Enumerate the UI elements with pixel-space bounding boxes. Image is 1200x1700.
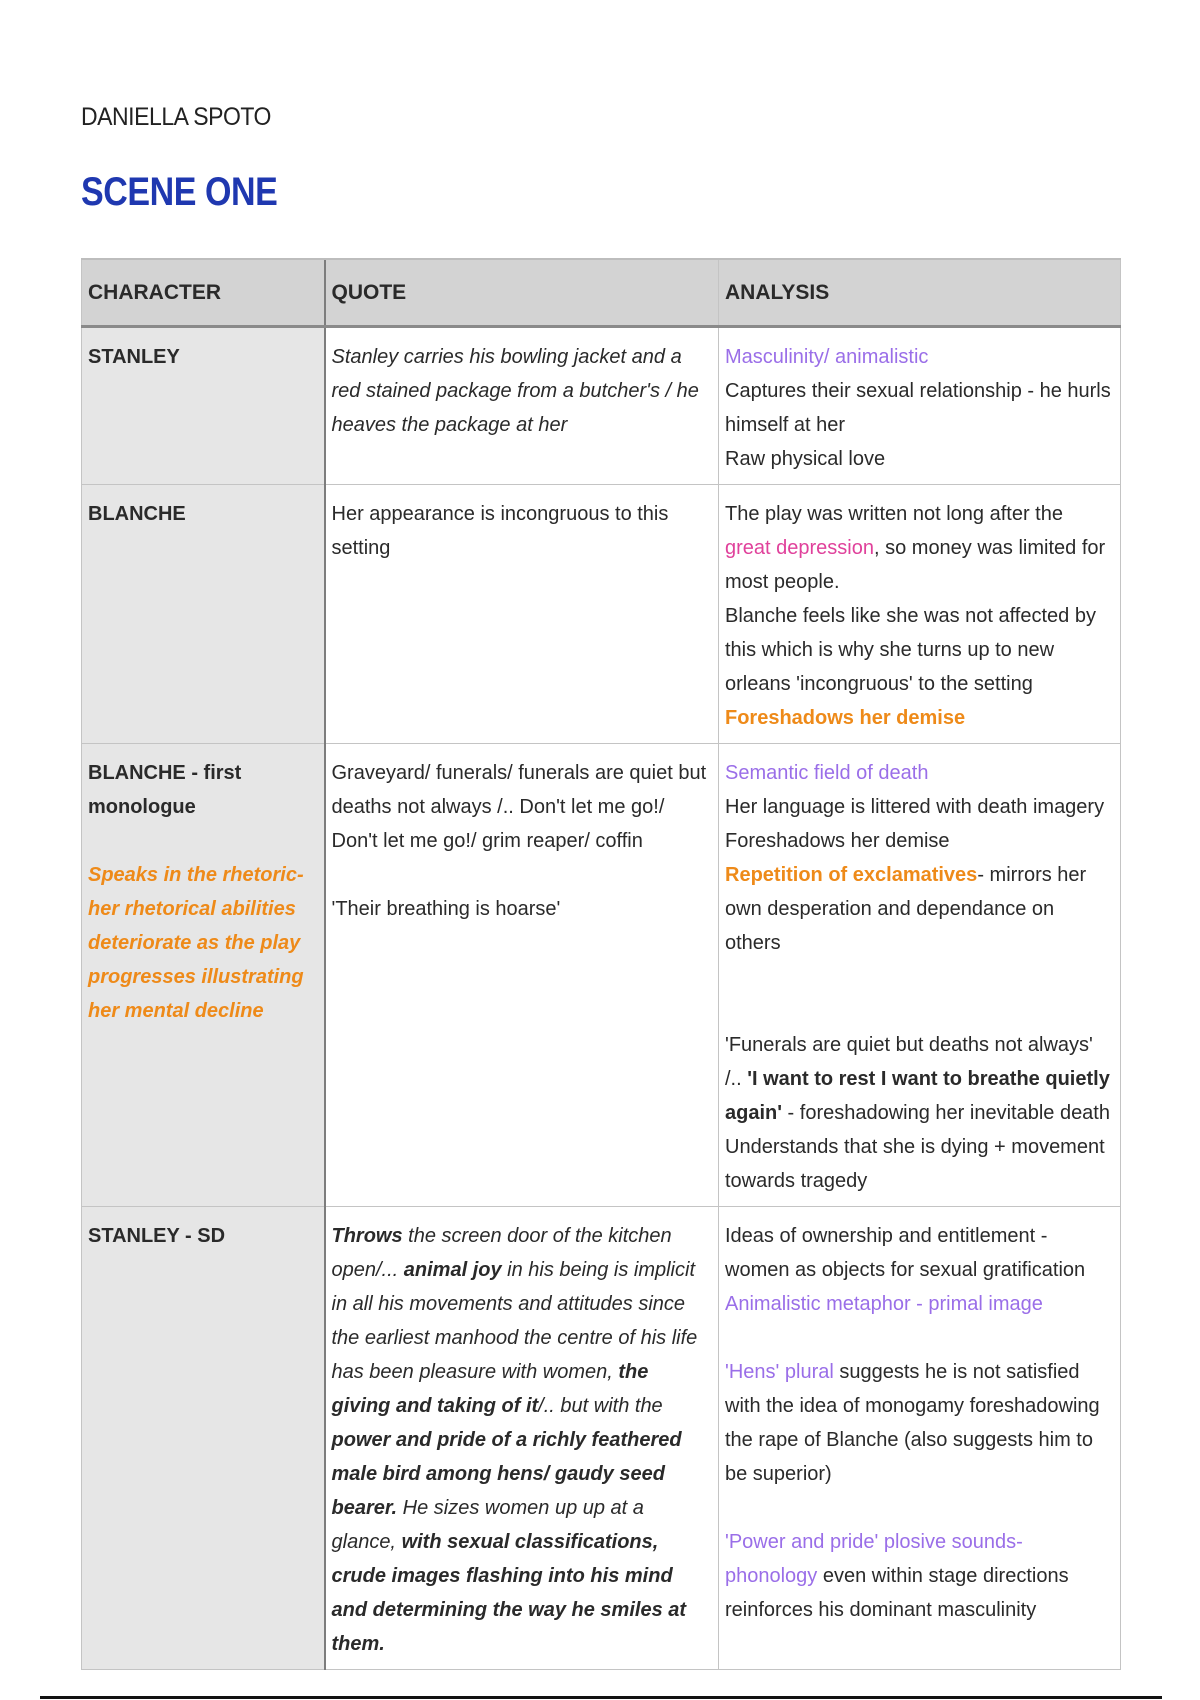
analysis-text: Captures their sexual relationship - he hurls himself at her — [725, 380, 1111, 436]
table-row — [82, 327, 1121, 485]
analysis-text — [725, 1355, 1114, 1491]
analysis-theme: Semantic field of death — [725, 762, 929, 784]
character-note: Speaks in the rhetoric- her rhetorical abilities deteriorate as the play progresses illustrating her mental decline — [88, 864, 304, 1022]
spacer — [88, 824, 318, 858]
header-character: CHARACTER — [82, 259, 325, 327]
character-cell: STANLEY - SD — [82, 1207, 325, 1670]
analysis-table — [81, 258, 1121, 1670]
quote-cell: Stanley carries his bowling jacket and a red stained package from a butcher's / he heaves the package at her — [325, 327, 719, 485]
quote-text: 'Their breathing is hoarse' — [331, 898, 561, 920]
character-cell — [82, 744, 325, 1207]
analysis-text-part: , so money was limited for most people. — [725, 537, 1106, 593]
analysis-theme: Animalistic metaphor - primal image — [725, 1293, 1043, 1315]
analysis-highlight: 'Hens' plural — [725, 1361, 834, 1383]
analysis-highlight: great depression — [725, 537, 874, 559]
author-name: DANIELLA SPOTO — [81, 103, 271, 131]
table-row — [82, 1207, 1121, 1670]
table-row — [82, 744, 1121, 1207]
quote-cell — [325, 1207, 719, 1670]
analysis-text-part: 'Funerals are quiet but deaths not always' /.. — [725, 1034, 1093, 1090]
quote-text: in his being is implicit in all his movements and attitudes since the earliest manhood the centre of his life has been pleasure with women, — [331, 1259, 698, 1383]
analysis-text-part: even within stage directions reinforces his dominant masculinity — [725, 1565, 1069, 1621]
table-row — [82, 485, 1121, 744]
spacer — [725, 1321, 1114, 1355]
table-header-row — [82, 259, 1121, 327]
page-title: SCENE ONE — [81, 170, 278, 214]
analysis-text: Understands that she is dying + movement towards tragedy — [725, 1136, 1105, 1192]
header-quote: QUOTE — [325, 259, 719, 327]
analysis-text-part: suggests he is not satisfied with the idea of monogamy foreshadowing the rape of Blanche (also suggests him to be superior) — [725, 1361, 1100, 1485]
analysis-text: Raw physical love — [725, 448, 886, 470]
quote-text: Graveyard/ funerals/ funerals are quiet but deaths not always /.. Don't let me go!/ Don't let me go!/ grim reaper/ coffin — [331, 762, 707, 852]
analysis-text — [725, 1028, 1114, 1130]
spacer — [725, 960, 1114, 1028]
analysis-cell — [719, 485, 1121, 744]
analysis-text-part: The play was written not long after the — [725, 503, 1063, 525]
analysis-highlight: Repetition of exclamatives — [725, 864, 978, 886]
analysis-text: Foreshadows her demise — [725, 830, 950, 852]
analysis-highlight: 'Power and pride' plosive sounds- phonology — [725, 1531, 1023, 1587]
character-cell: BLANCHE — [82, 485, 325, 744]
analysis-cell — [719, 744, 1121, 1207]
quote-text: the screen door of the kitchen open/... — [331, 1225, 672, 1281]
analysis-text — [725, 497, 1114, 599]
character-cell: STANLEY — [82, 327, 325, 485]
analysis-cell — [719, 327, 1121, 485]
quote-text: /.. but with the — [538, 1395, 663, 1417]
quote-text: He sizes women up up at a glance, — [331, 1497, 644, 1553]
analysis-text: Her language is littered with death imagery — [725, 796, 1105, 818]
quote-cell: Her appearance is incongruous to this setting — [325, 485, 719, 744]
quote-bold: with sexual classifications, crude images flashing into his mind and determining the way he smiles at them. — [331, 1531, 687, 1655]
analysis-text: Blanche feels like she was not affected by this which is why she turns up to new orleans 'incongruous' to the setting — [725, 605, 1096, 695]
analysis-theme: Foreshadows her demise — [725, 707, 966, 729]
header-analysis: ANALYSIS — [719, 259, 1121, 327]
quote-bold: Throws — [331, 1225, 403, 1247]
spacer — [725, 1491, 1114, 1525]
quote-bold: the giving and taking of it — [331, 1361, 649, 1417]
page-bottom-rule — [40, 1696, 1162, 1699]
analysis-text — [725, 1525, 1114, 1627]
quote-bold: animal joy — [403, 1259, 502, 1281]
analysis-cell — [719, 1207, 1121, 1670]
analysis-theme: Masculinity/ animalistic — [725, 346, 929, 368]
spacer — [332, 858, 713, 892]
quote-bold: power and pride of a richly feathered male bird among hens/ gaudy seed bearer. — [331, 1429, 682, 1519]
quote-cell — [325, 744, 719, 1207]
analysis-bold-quote: 'I want to rest I want to breathe quietly again' — [725, 1068, 1110, 1124]
analysis-text-part: - foreshadowing her inevitable death — [782, 1102, 1110, 1124]
analysis-text-part: - mirrors her own desperation and dependance on others — [725, 864, 1087, 954]
analysis-text: Ideas of ownership and entitlement - women as objects for sexual gratification — [725, 1225, 1086, 1281]
character-name: BLANCHE - first monologue — [88, 762, 242, 818]
analysis-text — [725, 858, 1114, 960]
